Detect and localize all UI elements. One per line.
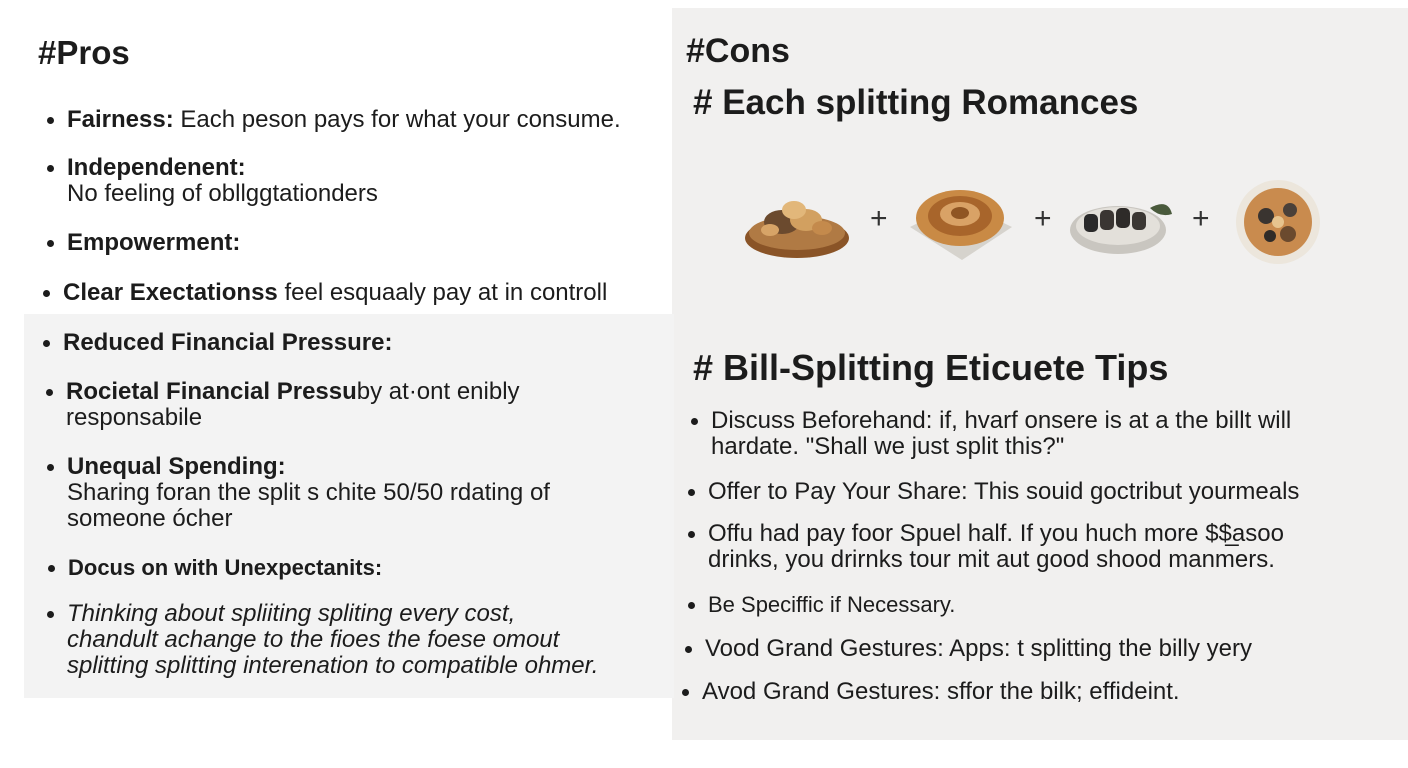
pros-item-societal-pressure [66, 379, 520, 431]
tips-item-text: Avod Grand Gestures: sffor the bilk; effideint. [702, 678, 1180, 705]
tips-item-offer-share [708, 479, 1299, 505]
pros-item-text-continued: chandult achange to the fioes the foese omout [67, 626, 560, 653]
tips-item-avoid-gestures [702, 679, 1180, 705]
pros-item-independence [67, 155, 378, 207]
romances-subheading: # Each splitting Romances [693, 83, 1139, 122]
pros-item-label: Rocietal Financial Pressu [66, 378, 357, 405]
pros-item-label: Unequal Spending: [67, 453, 286, 480]
pastry-platter-icon [742, 180, 852, 264]
tips-item-text: Vood Grand Gestures: Apps: t splitting the billy yery [705, 635, 1252, 662]
pros-item-empowerment [67, 230, 240, 256]
food-illustration-row [740, 172, 1340, 272]
pros-item-label: Clear Exectationss [63, 279, 278, 306]
pros-item-text: feel esquaaly pay at in controll [277, 279, 608, 306]
sushi-plate-icon [1068, 188, 1178, 258]
pros-item-text: by at·ont enibly [356, 378, 520, 405]
pros-heading: #Pros [38, 34, 130, 71]
rice-bowl-icon [1230, 176, 1326, 268]
tips-item-be-specific [708, 592, 955, 618]
pros-item-label: Fairness: [67, 106, 174, 133]
plus-sign: + [1192, 202, 1210, 235]
plus-sign: + [870, 202, 888, 235]
pros-item-text-continued: someone ócher [67, 505, 233, 532]
tips-heading: # Bill-Splitting Eticuete Tips [693, 347, 1169, 388]
pros-item-thinking [67, 601, 598, 679]
cinnamon-roll-icon [900, 172, 1020, 272]
pros-item-unequal-spending [67, 454, 550, 532]
pros-item-fairness [67, 107, 621, 133]
pros-item-unexpected [68, 555, 382, 581]
tips-item-text: Be Speciffic if Necessary. [708, 592, 956, 617]
tips-item-text: Offer to Pay Your Share: This souid goctribut yourmeals [708, 478, 1300, 505]
plus-sign: + [1034, 202, 1052, 235]
tips-item-discuss [711, 408, 1291, 460]
tips-item-text-continued: hardate. "Shall we just split this?" [711, 433, 1065, 460]
pros-item-text-continued: responsabile [66, 404, 203, 431]
pros-item-text: Sharing foran the split s chite 50/50 rdating of [67, 479, 550, 506]
pros-item-label: Reduced Financial Pressure: [63, 329, 393, 356]
pros-item-label: Docus on with Unexpectanits: [68, 555, 383, 580]
pros-item-text: Thinking about spliiting spliting every cost, [67, 600, 516, 627]
pros-item-text: No feeling of obllggtationders [67, 180, 378, 207]
pros-item-reduced-pressure [63, 330, 392, 356]
pros-item-label: Independenent: [67, 154, 246, 181]
pros-item-clear-expectations [63, 280, 607, 306]
tips-item-text-continued: drinks, you drirnks tour mit aut good shood manmers. [708, 546, 1275, 573]
pros-item-text-continued: splitting splitting interenation to compatible ohmer. [67, 652, 599, 679]
tips-item-text: Offu had pay foor Spuel half. If you huch more $$̲asoo [708, 520, 1284, 547]
pros-item-label: Empowerment: [67, 229, 241, 256]
pros-item-text: Each peson pays for what your consume. [173, 106, 621, 133]
tips-item-vood-gestures [705, 636, 1252, 662]
cons-heading: #Cons [686, 32, 790, 70]
tips-item-pay-half [708, 521, 1284, 573]
tips-item-text: Discuss Beforehand: if, hvarf onsere is at a the billt will [711, 407, 1292, 434]
